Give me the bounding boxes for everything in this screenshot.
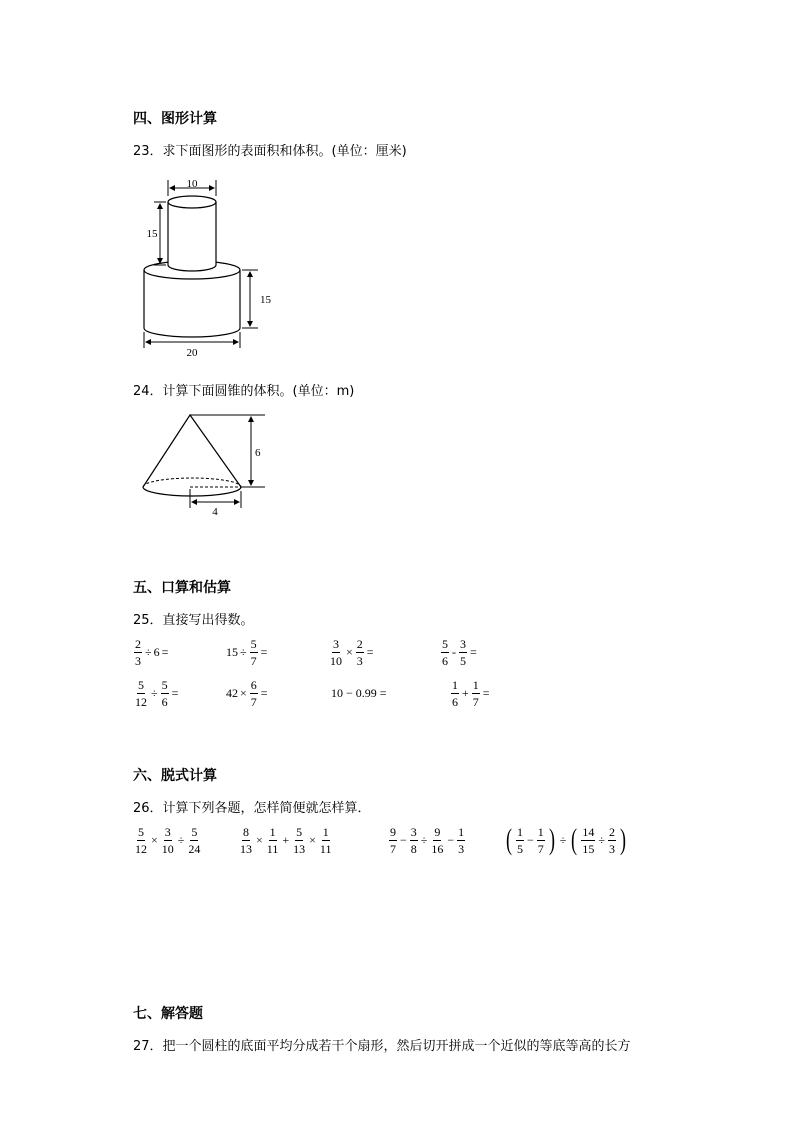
q25-expr-c: $\frac{3}{10}$ × $\frac{2}{3}$ = [330,636,374,668]
q25-expr-h: $\frac{1}{6}$ + $\frac{1}{7}$ = [452,677,490,709]
q26-expr-d: ( $\frac{1}{5}$ − $\frac{1}{7}$ ) ÷ ( $\frac{14}{15}$ ÷ $\frac{2}{3}$ ) [506,823,626,856]
dim-top-height: 15 [146,228,158,240]
q25-expr-d: $\frac{5}{6}$ - $\frac{3}{5}$ = [442,636,477,668]
dim-cone-height: 6 [255,447,261,459]
question-25: 25．直接写出得数。 [133,613,254,628]
dim-bottom-height: 15 [260,294,271,306]
q25-expr-b: 15 ÷ $\frac{5}{7}$ = [226,636,268,668]
q26-expr-c: $\frac{9}{7}$ − $\frac{3}{8}$ ÷ $\frac{9}{16}$ − $\frac{1}{3}$ [390,824,465,856]
section-heading-6: 六、脱式计算 [133,768,217,784]
figure-cone [135,405,285,520]
figure-stacked-cylinders [130,170,280,365]
dim-bottom-width: 20 [186,347,198,359]
section-heading-7: 七、解答题 [133,1006,203,1022]
dim-top-width: 10 [186,178,198,190]
dim-cone-radius: 4 [212,506,218,518]
q25-expr-f: 42 × $\frac{6}{7}$ = [226,677,268,709]
question-23: 23．求下面图形的表面积和体积。(单位：厘米) [133,144,407,159]
q26-expr-a: $\frac{5}{12}$ × $\frac{3}{10}$ ÷ $\frac{5}{24}$ [135,824,201,856]
q25-expr-a: $\frac{2}{3}$ ÷ 6 = [135,636,169,668]
q25-expr-e: $\frac{5}{12}$ ÷ $\frac{5}{6}$ = [135,677,179,709]
section-heading-4: 四、图形计算 [133,111,217,127]
section-heading-5: 五、口算和估算 [133,580,231,596]
top-cylinder-top-ellipse [168,196,216,208]
q26-expr-b: $\frac{8}{13}$ × $\frac{1}{11}$ + $\frac{5}{13}$ × $\frac{1}{11}$ [240,824,332,856]
question-24: 24．计算下面圆锥的体积。(单位：m) [133,384,355,399]
question-26: 26．计算下列各题，怎样简便就怎样算． [133,801,371,816]
q25-expr-g: 10 − 0.99 = [331,685,387,700]
question-27: 27．把一个圆柱的底面平均分成若干个扇形，然后切开拼成一个近似的等底等高的长方 [133,1039,631,1054]
